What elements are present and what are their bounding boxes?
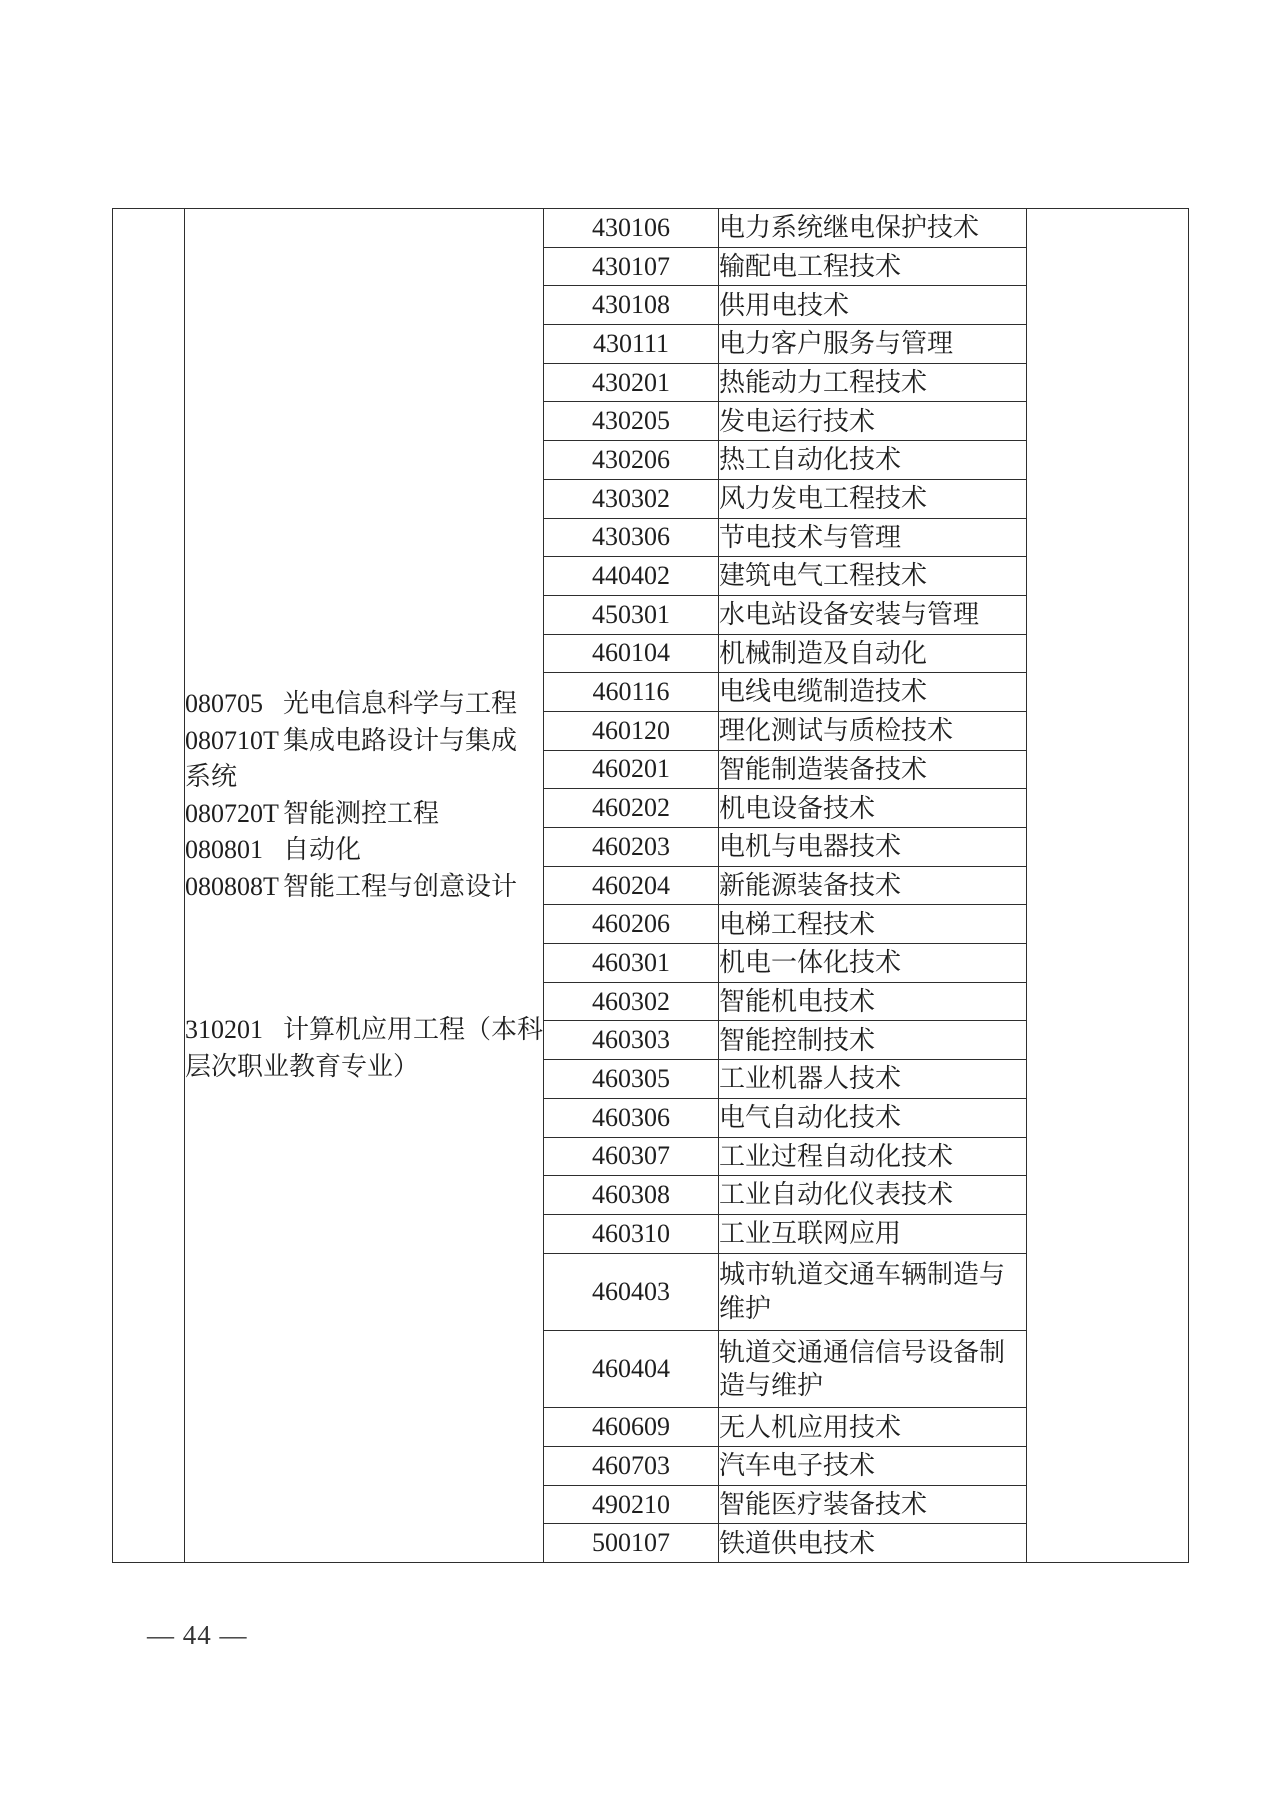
code-cell: 460305 — [544, 1060, 719, 1099]
major-name-line: 智能制造装备技术 — [719, 754, 928, 784]
major-name-line: 工业过程自动化技术 — [719, 1141, 954, 1171]
code-cell: 430107 — [544, 247, 719, 286]
major-name-line: 工业互联网应用 — [719, 1219, 902, 1249]
major-name-line: 机械制造及自动化 — [719, 638, 928, 668]
major-name-line: 城市轨道交通车辆制造与 — [719, 1260, 1006, 1290]
major-name-line: 供用电技术 — [719, 290, 850, 320]
major-name-cell — [719, 750, 1027, 789]
code-cell: 430206 — [544, 441, 719, 480]
major-code: 080710T — [185, 725, 279, 755]
major-name-cell — [719, 1021, 1027, 1060]
major-name-line: 电气自动化技术 — [719, 1103, 902, 1133]
major-name-line: 热能动力工程技术 — [719, 367, 928, 397]
major-name-cell — [719, 1485, 1027, 1524]
bachelor-major-line — [185, 686, 543, 723]
page-number: — 44 — — [147, 1620, 248, 1650]
code-cell: 430111 — [544, 325, 719, 364]
major-title: 层次职业教育专业） — [185, 1051, 420, 1081]
code-cell: 460310 — [544, 1214, 719, 1253]
major-name-cell — [719, 1137, 1027, 1176]
major-code: 080808T — [185, 871, 279, 901]
major-name-cell — [719, 673, 1027, 712]
major-name-cell — [719, 1524, 1027, 1563]
code-cell: 450301 — [544, 595, 719, 634]
major-name-cell — [719, 441, 1027, 480]
bachelor-major-line — [185, 869, 543, 906]
major-name-line: 机电一体化技术 — [719, 948, 902, 978]
major-name-line: 铁道供电技术 — [719, 1528, 876, 1558]
code-cell: 430205 — [544, 402, 719, 441]
major-name-cell — [719, 247, 1027, 286]
major-title: 集成电路设计与集成 — [283, 725, 518, 755]
major-name-cell — [719, 595, 1027, 634]
code-cell: 460703 — [544, 1447, 719, 1486]
major-name-line: 电线电缆制造技术 — [719, 677, 928, 707]
code-cell: 460307 — [544, 1137, 719, 1176]
major-name-cell — [719, 1214, 1027, 1253]
major-name-line: 水电站设备安装与管理 — [719, 600, 980, 630]
major-name-line: 造与维护 — [719, 1371, 824, 1401]
empty-left-cell — [113, 209, 185, 1563]
major-name-cell — [719, 557, 1027, 596]
major-name-cell — [719, 286, 1027, 325]
major-name-line: 智能医疗装备技术 — [719, 1489, 928, 1519]
empty-right-cell — [1027, 209, 1189, 1563]
major-name-line: 新能源装备技术 — [719, 870, 902, 900]
major-title: 智能工程与创意设计 — [283, 871, 518, 901]
code-cell: 460306 — [544, 1098, 719, 1137]
major-name-cell — [719, 711, 1027, 750]
code-cell: 460609 — [544, 1408, 719, 1447]
major-title: 计算机应用工程（本科 — [283, 1015, 544, 1045]
code-cell: 430108 — [544, 286, 719, 325]
major-name-cell — [719, 1330, 1027, 1407]
major-name-line: 电机与电器技术 — [719, 832, 902, 862]
code-cell: 460201 — [544, 750, 719, 789]
table-body — [113, 209, 1189, 1563]
major-name-cell — [719, 209, 1027, 248]
code-cell: 430201 — [544, 363, 719, 402]
major-name-line: 轨道交通通信信号设备制 — [719, 1337, 1006, 1367]
major-code: 080705 — [185, 689, 263, 719]
code-cell: 440402 — [544, 557, 719, 596]
major-name-line: 建筑电气工程技术 — [719, 561, 928, 591]
major-name-cell — [719, 363, 1027, 402]
major-name-cell — [719, 1447, 1027, 1486]
major-title: 智能测控工程 — [283, 798, 440, 828]
code-cell: 460302 — [544, 982, 719, 1021]
table-row — [113, 209, 1189, 248]
major-name-cell — [719, 905, 1027, 944]
major-name-line: 智能机电技术 — [719, 986, 876, 1016]
major-name-cell — [719, 944, 1027, 983]
major-name-line: 电力系统继电保护技术 — [719, 213, 980, 243]
code-cell: 460301 — [544, 944, 719, 983]
code-cell: 460404 — [544, 1330, 719, 1407]
code-cell: 460403 — [544, 1253, 719, 1330]
code-cell: 460303 — [544, 1021, 719, 1060]
bachelor-majors-cell — [185, 209, 544, 1563]
major-name-cell — [719, 982, 1027, 1021]
major-name-line: 节电技术与管理 — [719, 522, 902, 552]
major-title: 系统 — [185, 762, 238, 792]
code-cell: 460116 — [544, 673, 719, 712]
major-name-cell — [719, 325, 1027, 364]
major-name-cell — [719, 518, 1027, 557]
bachelor-major-line — [185, 832, 543, 869]
bachelor-major-line — [185, 759, 543, 796]
code-cell: 460202 — [544, 789, 719, 828]
major-name-line: 机电设备技术 — [719, 793, 876, 823]
major-name-cell — [719, 634, 1027, 673]
major-title: 自动化 — [283, 835, 362, 865]
major-name-line: 维护 — [719, 1293, 772, 1323]
code-cell: 430302 — [544, 479, 719, 518]
major-name-cell — [719, 1060, 1027, 1099]
major-name-line: 输配电工程技术 — [719, 251, 902, 281]
major-code: 080720T — [185, 798, 279, 828]
major-name-cell — [719, 1098, 1027, 1137]
major-code: 310201 — [185, 1015, 263, 1045]
major-name-line: 热工自动化技术 — [719, 445, 902, 475]
major-name-line: 工业自动化仪表技术 — [719, 1180, 954, 1210]
code-cell: 430106 — [544, 209, 719, 248]
major-name-cell — [719, 402, 1027, 441]
major-name-line: 智能控制技术 — [719, 1025, 876, 1055]
major-name-cell — [719, 789, 1027, 828]
code-cell: 460120 — [544, 711, 719, 750]
major-title: 光电信息科学与工程 — [283, 689, 518, 719]
major-name-line: 无人机应用技术 — [719, 1412, 902, 1442]
major-name-line: 电力客户服务与管理 — [719, 329, 954, 359]
major-name-cell — [719, 866, 1027, 905]
major-mapping-table — [112, 208, 1189, 1563]
code-cell: 500107 — [544, 1524, 719, 1563]
vocational-major-line — [185, 1049, 543, 1086]
major-name-line: 风力发电工程技术 — [719, 484, 928, 514]
major-name-line: 汽车电子技术 — [719, 1451, 876, 1481]
major-name-line: 工业机器人技术 — [719, 1064, 902, 1094]
code-cell: 490210 — [544, 1485, 719, 1524]
major-name-cell — [719, 479, 1027, 518]
code-cell: 460308 — [544, 1176, 719, 1215]
major-name-line: 理化测试与质检技术 — [719, 716, 954, 746]
code-cell: 460204 — [544, 866, 719, 905]
major-name-cell — [719, 1176, 1027, 1215]
major-name-line: 电梯工程技术 — [719, 909, 876, 939]
code-cell: 460104 — [544, 634, 719, 673]
major-name-cell — [719, 1253, 1027, 1330]
major-name-cell — [719, 1408, 1027, 1447]
code-cell: 460203 — [544, 828, 719, 867]
major-code: 080801 — [185, 835, 263, 865]
spacer — [185, 905, 543, 1012]
bachelor-major-line — [185, 796, 543, 833]
bachelor-major-line — [185, 723, 543, 760]
code-cell: 460206 — [544, 905, 719, 944]
major-name-line: 发电运行技术 — [719, 406, 876, 436]
major-name-cell — [719, 828, 1027, 867]
code-cell: 430306 — [544, 518, 719, 557]
vocational-major-line — [185, 1012, 543, 1049]
